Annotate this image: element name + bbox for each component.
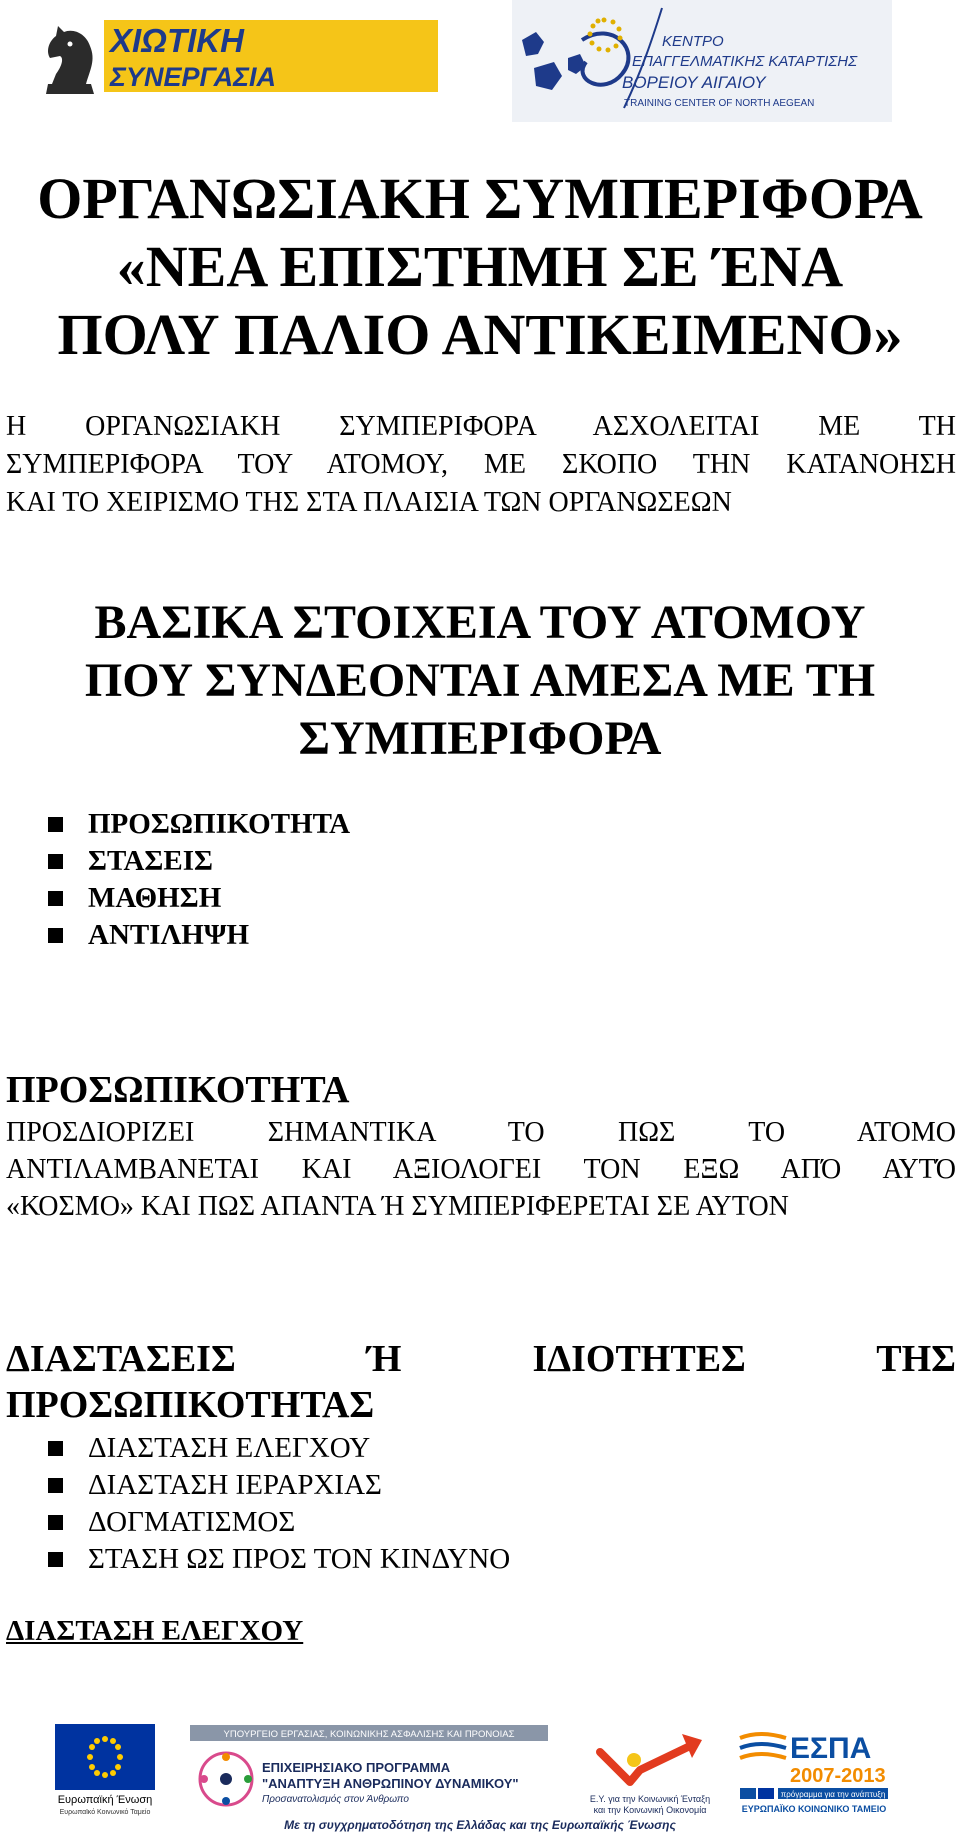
logo-left-line2: ΣΥΝΕΡΓΑΣΙΑ (110, 62, 277, 92)
ministry-label: ΥΠΟΥΡΓΕΙΟ ΕΡΓΑΣΙΑΣ, ΚΟΙΝΩΝΙΚΗΣ ΑΣΦΑΛΙΣΗΣ ΚΑΙ ΠΡΟΝΟΙΑΣ (223, 1729, 515, 1740)
list-item: ΔΙΑΣΤΑΣΗ ΙΕΡΑΡΧΙΑΣ (48, 1467, 510, 1504)
list-item: ΣΤΑΣΗ ΩΣ ΠΡΟΣ ΤΟΝ ΚΙΝΔΥΝΟ (48, 1541, 510, 1578)
title-line-1: ΟΡΓΑΝΩΣΙΑΚΗ ΣΥΜΠΕΡΙΦΟΡΑ (37, 166, 923, 231)
logo-right-line3: ΒΟΡΕΙΟΥ ΑΙΓΑΙΟΥ (622, 73, 766, 92)
section-control-dimension-heading: ΔΙΑΣΤΑΣΗ ΕΛΕΓΧΟΥ (6, 1615, 304, 1647)
eu-mini-flag-icon (758, 1788, 774, 1799)
chess-knight-icon (46, 26, 94, 94)
cofinance-note: Με τη συγχρηματοδότηση της Ελλάδας και της Ευρωπαϊκής Ένωσης (284, 1818, 676, 1832)
program-name: "ΑΝΑΠΤΥΞΗ ΑΝΘΡΩΠΙΝΟΥ ΔΥΝΑΜΙΚΟΥ" (262, 1776, 519, 1791)
list-item: ΠΡΟΣΩΠΙΚΟΤΗΤΑ (48, 806, 350, 843)
personality-line-3: «ΚΟΣΜΟ» ΚΑΙ ΠΩΣ ΑΠΑΝΤΑ Ή ΣΥΜΠΕΡΙΦΕΡΕΤΑΙ ΣΕ ΑΥΤΟΝ (6, 1191, 789, 1222)
people-circle-icon (200, 1753, 252, 1805)
intro-line-1: Η ΟΡΓΑΝΩΣΙΑΚΗ ΣΥΜΠΕΡΙΦΟΡΑ ΑΣΧΟΛΕΙΤΑΙ ΜΕ ΤΗ (6, 411, 956, 442)
kek-north-aegean-logo (512, 0, 892, 122)
greek-flag-icon (740, 1788, 756, 1799)
espa-slogan: πρόγραμμα για την ανάπτυξη (780, 1790, 886, 1799)
title-line-3: ΠΟΛΥ ΠΑΛΙΟ ΑΝΤΙΚΕΙΜΕΝΟ» (57, 302, 903, 367)
intro-paragraph (6, 408, 956, 522)
list-item: ΣΤΑΣΕΙΣ (48, 843, 350, 880)
personality-line-2: ΑΝΤΙΛΑΜΒΑΝΕΤΑΙ ΚΑΙ ΑΞΙΟΛΟΓΕΙ ΤΟΝ ΕΞΩ ΑΠΌ ΑΥΤΌ (6, 1154, 956, 1185)
intro-line-3: ΚΑΙ ΤΟ ΧΕΙΡΙΣΜΟ ΤΗΣ ΣΤΑ ΠΛΑΙΣΙΑ ΤΩΝ ΟΡΓΑΝΩΣΕΩΝ (6, 487, 732, 518)
section1-heading-line-2: ΠΟΥ ΣΥΝΔΕΟΝΤΑΙ ΑΜΕΣΑ ΜΕ ΤΗ (84, 654, 876, 707)
personality-line-1: ΠΡΟΣΔΙΟΡΙΖΕΙ ΣΗΜΑΝΤΙΚΑ ΤΟ ΠΩΣ ΤΟ ΑΤΟΜΟ (6, 1117, 956, 1148)
intro-line-2: ΣΥΜΠΕΡΙΦΟΡΑ ΤΟΥ ΑΤΟΜΟΥ, ΜΕ ΣΚΟΠΟ ΤΗΝ ΚΑΤΑΝΟΗΣΗ (6, 449, 956, 480)
eu-flag-logo (55, 1724, 155, 1816)
section-personality-heading: ΠΡΟΣΩΠΙΚΟΤΗΤΑ (6, 1069, 350, 1111)
bullet-square-icon (48, 1515, 63, 1530)
espa-years: 2007-2013 (790, 1765, 886, 1787)
bullet-square-icon (48, 928, 63, 943)
list-item: ΜΑΘΗΣΗ (48, 880, 350, 917)
ey-label-1: Ε.Υ. για την Κοινωνική Ένταξη (589, 1794, 711, 1804)
dimensions-list (48, 1430, 510, 1578)
section1-heading-line-1: ΒΑΣΙΚΑ ΣΤΟΙΧΕΙΑ ΤΟΥ ΑΤΟΜΟΥ (94, 596, 866, 649)
espa-logo (740, 1732, 888, 1814)
section3-heading-line-1: ΔΙΑΣΤΑΣΕΙΣ Ή ΙΔΙΟΤΗΤΕΣ ΤΗΣ (6, 1338, 956, 1380)
bullet-square-icon (48, 1478, 63, 1493)
section-dimensions-heading (6, 1336, 956, 1428)
bullet-square-icon (48, 891, 63, 906)
list-item: ΔΟΓΜΑΤΙΣΜΟΣ (48, 1504, 510, 1541)
bullet-square-icon (48, 854, 63, 869)
bullet-square-icon (48, 1552, 63, 1567)
eu-fund-label: Ευρωπαϊκό Κοινωνικό Ταμείο (59, 1809, 151, 1816)
bullet-square-icon (48, 1441, 63, 1456)
logo-left-line1: ΧΙΩΤΙΚΗ (110, 22, 244, 59)
personality-paragraph (6, 1114, 956, 1225)
basic-elements-list (48, 806, 350, 954)
section1-heading-line-3: ΣΥΜΠΕΡΙΦΟΡΑ (298, 712, 662, 765)
list-item: ΑΝΤΙΛΗΨΗ (48, 917, 350, 954)
logo-right-line2: ΕΠΑΓΓΕΛΜΑΤΙΚΗΣ ΚΑΤΑΡΤΙΣΗΣ (632, 53, 858, 70)
list-item: ΔΙΑΣΤΑΣΗ ΕΛΕΓΧΟΥ (48, 1430, 510, 1467)
program-slogan: Προσανατολισμός στον Άνθρωπο (262, 1794, 409, 1805)
ey-label-2: και την Κοινωνική Οικονομία (593, 1805, 707, 1815)
eu-label: Ευρωπαϊκή Ένωση (57, 1794, 153, 1806)
espa-name: ΕΣΠΑ (790, 1732, 872, 1765)
xiotiki-synergasia-logo (38, 12, 438, 102)
logo-right-line4: TRAINING CENTER OF NORTH AEGEAN (624, 98, 815, 109)
page-title (0, 165, 960, 369)
espa-fund: ΕΥΡΩΠΑΪΚΟ ΚΟΙΝΩΝΙΚΟ ΤΑΜΕΙΟ (741, 1804, 887, 1814)
program-title: ΕΠΙΧΕΙΡΗΣΙΑΚΟ ΠΡΟΓΡΑΜΜΑ (262, 1760, 451, 1775)
operational-program-logo (190, 1725, 548, 1805)
logo-right-line1: ΚΕΝΤΡΟ (662, 33, 724, 50)
funding-logos-footer (0, 1712, 960, 1833)
title-line-2: «ΝΕΑ ΕΠΙΣΤΗΜΗ ΣΕ ΈΝΑ (116, 234, 844, 299)
section-basic-elements-heading (0, 594, 960, 768)
bullet-square-icon (48, 817, 63, 832)
social-inclusion-authority-logo (590, 1734, 710, 1815)
section3-heading-line-2: ΠΡΟΣΩΠΙΚΟΤΗΤΑΣ (6, 1384, 375, 1426)
